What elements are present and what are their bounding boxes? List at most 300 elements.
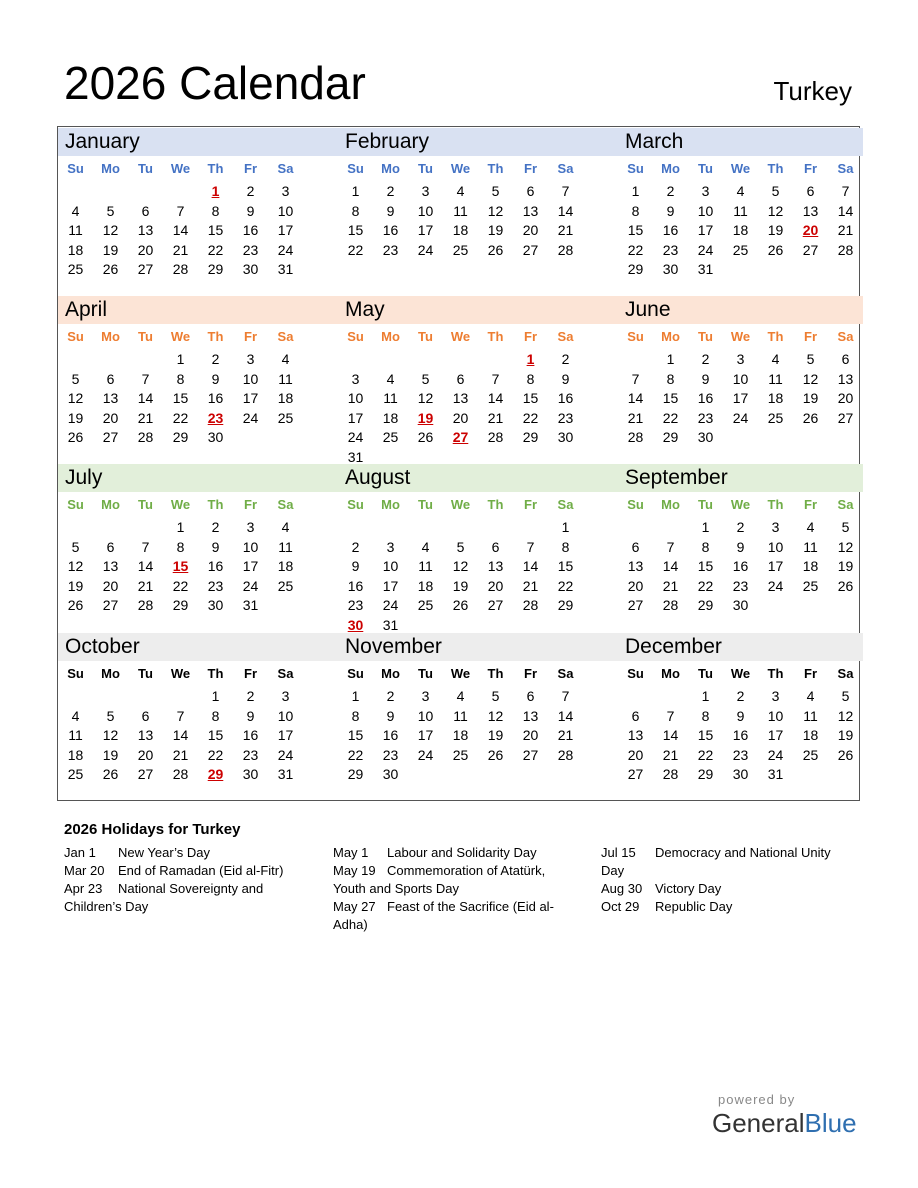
month-december xyxy=(618,633,863,785)
empty-day-cell xyxy=(58,350,93,370)
weekday-label: Th xyxy=(767,497,784,512)
day-cell: 3 xyxy=(736,351,745,367)
day-cell: 26 xyxy=(102,766,119,782)
empty-day-cell xyxy=(758,260,793,280)
weekday-label: Fr xyxy=(244,666,257,681)
day-cell: 8 xyxy=(351,707,360,724)
day-cell: 15 xyxy=(347,222,364,238)
day-cell: 30 xyxy=(207,597,224,613)
day-cell: 30 xyxy=(242,766,259,782)
day-cell: 23 xyxy=(732,577,749,594)
day-cell: 25 xyxy=(802,577,819,594)
day-cell: 26 xyxy=(102,261,119,277)
weekday-label: Mo xyxy=(101,497,120,512)
day-cell: 1 xyxy=(666,351,675,367)
day-cell: 14 xyxy=(557,202,574,219)
holiday-date: Jul 15 xyxy=(601,845,636,860)
month-name: May xyxy=(338,296,618,324)
weekday-label: Sa xyxy=(837,329,854,344)
day-cell: 1 xyxy=(631,183,640,199)
day-cell: 29 xyxy=(522,429,539,445)
week-row xyxy=(58,202,338,222)
day-cell: 6 xyxy=(806,183,815,199)
day-cell: 26 xyxy=(452,597,469,613)
day-cell: 13 xyxy=(102,558,119,574)
day-cell: 26 xyxy=(67,429,84,445)
day-cell: 8 xyxy=(211,202,220,219)
day-cell: 6 xyxy=(491,538,500,555)
day-cell: 24 xyxy=(242,409,259,426)
week-row xyxy=(338,518,618,538)
day-cell: 31 xyxy=(277,766,294,782)
day-cell: 5 xyxy=(841,688,850,704)
day-cell: 31 xyxy=(347,448,364,465)
day-cell: 3 xyxy=(246,519,255,535)
weekday-label: Th xyxy=(487,497,504,512)
day-cell: 25 xyxy=(382,429,399,445)
empty-day-cell xyxy=(828,765,863,785)
week-row xyxy=(618,428,863,448)
day-cell: 27 xyxy=(627,597,644,613)
day-cell: 26 xyxy=(767,241,784,258)
day-cell: 31 xyxy=(382,616,399,633)
day-cell: 22 xyxy=(172,577,189,594)
day-cell: 15 xyxy=(172,390,189,406)
holiday-date: Oct 29 xyxy=(601,899,640,914)
day-cell: 2 xyxy=(246,183,255,199)
holiday-column xyxy=(333,844,573,934)
weekday-label: Th xyxy=(767,161,784,176)
month-february xyxy=(338,128,618,260)
day-cell: 28 xyxy=(487,429,504,445)
weekday-label: Sa xyxy=(557,329,574,344)
month-name: January xyxy=(58,128,338,156)
day-cell: 7 xyxy=(666,538,675,555)
weekday-label: Tu xyxy=(418,329,433,344)
day-cell: 1 xyxy=(701,519,710,535)
day-cell: 16 xyxy=(732,558,749,574)
weekday-header xyxy=(58,324,338,350)
day-cell: 11 xyxy=(278,370,293,387)
day-cell: 3 xyxy=(246,351,255,367)
day-cell: 19 xyxy=(102,241,119,258)
empty-day-cell xyxy=(478,350,513,370)
weekday-label: Tu xyxy=(418,666,433,681)
day-cell: 8 xyxy=(176,538,185,555)
day-cell: 9 xyxy=(351,558,360,574)
week-row xyxy=(58,687,338,707)
week-row xyxy=(618,538,863,558)
day-cell: 24 xyxy=(767,577,784,594)
week-row xyxy=(338,726,618,746)
holiday-name: National Sovereignty and Children’s Day xyxy=(64,881,264,914)
day-cell: 26 xyxy=(837,577,854,594)
day-cell: 17 xyxy=(382,577,399,594)
weekday-label: Tu xyxy=(698,329,713,344)
weekday-label: Tu xyxy=(698,666,713,681)
day-cell: 13 xyxy=(522,707,539,724)
week-row xyxy=(338,765,618,785)
day-cell: 9 xyxy=(386,707,395,724)
day-cell: 14 xyxy=(662,558,679,574)
empty-day-cell xyxy=(408,765,443,785)
day-cell: 12 xyxy=(67,390,84,406)
day-cell: 20 xyxy=(627,746,644,763)
day-cell: 9 xyxy=(246,202,255,219)
holiday-item xyxy=(333,844,573,862)
weekday-label: Mo xyxy=(101,161,120,176)
day-cell: 30 xyxy=(697,429,714,445)
weekday-label: Fr xyxy=(244,329,257,344)
empty-day-cell xyxy=(478,765,513,785)
holiday-date: Jan 1 xyxy=(64,845,96,860)
day-cell: 12 xyxy=(837,538,854,555)
empty-day-cell xyxy=(58,182,93,202)
day-cell: 17 xyxy=(242,390,259,406)
day-cell: 2 xyxy=(386,183,395,199)
day-cell: 4 xyxy=(386,370,395,387)
day-cell: 7 xyxy=(841,183,850,199)
day-cell: 15 xyxy=(207,727,224,743)
day-cell: 25 xyxy=(67,261,84,277)
day-cell: 21 xyxy=(522,577,539,594)
day-cell: 11 xyxy=(803,538,818,555)
day-cell: 11 xyxy=(68,222,83,238)
day-cell: 24 xyxy=(277,746,294,763)
day-cell: 7 xyxy=(491,370,500,387)
day-cell: 8 xyxy=(526,370,535,387)
empty-day-cell xyxy=(93,518,128,538)
week-row xyxy=(58,409,338,429)
day-cell: 11 xyxy=(453,202,468,219)
day-cell: 23 xyxy=(242,746,259,763)
day-cell: 3 xyxy=(421,183,430,199)
month-name: October xyxy=(58,633,338,661)
day-cell: 16 xyxy=(207,390,224,406)
day-cell: 18 xyxy=(277,390,294,406)
empty-day-cell xyxy=(618,687,653,707)
empty-day-cell xyxy=(723,428,758,448)
empty-day-cell xyxy=(58,687,93,707)
day-cell: 20 xyxy=(522,727,539,743)
week-row xyxy=(338,687,618,707)
empty-day-cell xyxy=(93,687,128,707)
day-cell: 16 xyxy=(382,727,399,743)
week-row xyxy=(618,350,863,370)
day-cell: 22 xyxy=(522,409,539,426)
weekday-label: We xyxy=(450,161,471,176)
week-row xyxy=(618,746,863,766)
day-cell: 5 xyxy=(806,351,815,367)
day-cell: 21 xyxy=(487,409,504,426)
day-cell: 19 xyxy=(452,577,469,594)
day-cell: 10 xyxy=(697,202,714,219)
day-cell: 26 xyxy=(67,597,84,613)
day-cell: 31 xyxy=(697,261,714,277)
weekday-label: Su xyxy=(67,161,84,176)
day-cell: 16 xyxy=(207,558,224,574)
week-row xyxy=(338,596,618,616)
empty-day-cell xyxy=(548,765,583,785)
empty-day-cell xyxy=(828,596,863,616)
day-cell: 20 xyxy=(627,577,644,594)
day-cell: 15 xyxy=(557,558,574,574)
weekday-label: Th xyxy=(207,666,224,681)
day-cell: 10 xyxy=(277,202,294,219)
day-cell: 2 xyxy=(561,351,570,367)
empty-day-cell xyxy=(58,518,93,538)
day-cell: 8 xyxy=(631,202,640,219)
day-cell: 1 xyxy=(351,688,360,704)
empty-day-cell xyxy=(478,518,513,538)
day-cell: 10 xyxy=(732,370,749,387)
day-cell: 30 xyxy=(207,429,224,445)
day-cell: 3 xyxy=(771,688,780,704)
day-cell: 27 xyxy=(137,766,154,782)
day-cell: 5 xyxy=(106,202,115,219)
day-cell: 19 xyxy=(837,558,854,574)
day-cell: 29 xyxy=(347,766,364,782)
weekday-label: Fr xyxy=(524,497,537,512)
weekday-label: Sa xyxy=(557,161,574,176)
day-cell: 11 xyxy=(278,538,293,555)
day-cell: 18 xyxy=(452,727,469,743)
weekday-label: Su xyxy=(627,161,644,176)
day-cell: 2 xyxy=(666,183,675,199)
weekday-label: We xyxy=(450,666,471,681)
weekday-label: Tu xyxy=(698,497,713,512)
day-cell: 24 xyxy=(417,746,434,763)
day-cell: 6 xyxy=(456,370,465,387)
holiday-date: May 1 xyxy=(333,845,369,860)
weekday-label: Mo xyxy=(101,666,120,681)
day-cell: 25 xyxy=(277,577,294,594)
day-cell: 3 xyxy=(771,519,780,535)
day-cell: 17 xyxy=(277,727,294,743)
weekday-label: Fr xyxy=(804,329,817,344)
holiday-item xyxy=(601,898,846,916)
holiday-date: Aug 30 xyxy=(601,881,643,896)
weekday-label: Mo xyxy=(381,666,400,681)
day-cell: 12 xyxy=(417,390,434,406)
weekday-label: Tu xyxy=(138,329,153,344)
empty-day-cell xyxy=(408,350,443,370)
day-cell: 7 xyxy=(176,202,185,219)
day-cell: 1 xyxy=(176,351,185,367)
day-cell: 9 xyxy=(666,202,675,219)
day-cell: 14 xyxy=(137,390,154,406)
day-cell: 15 xyxy=(347,727,364,743)
day-cell: 25 xyxy=(417,597,434,613)
weekday-header xyxy=(618,156,863,182)
week-row xyxy=(58,370,338,390)
weekday-label: Sa xyxy=(837,161,854,176)
weekday-label: Fr xyxy=(804,666,817,681)
day-cell: 1 xyxy=(211,688,220,704)
week-row xyxy=(58,221,338,241)
holiday-day-cell: 27 xyxy=(452,429,469,445)
day-cell: 4 xyxy=(281,519,290,535)
day-cell: 14 xyxy=(172,727,189,743)
day-cell: 7 xyxy=(141,538,150,555)
empty-day-cell xyxy=(338,350,373,370)
month-name: April xyxy=(58,296,338,324)
day-cell: 1 xyxy=(561,519,570,535)
day-cell: 18 xyxy=(732,222,749,238)
day-cell: 23 xyxy=(347,597,364,613)
week-row xyxy=(618,202,863,222)
week-row xyxy=(618,370,863,390)
day-cell: 13 xyxy=(487,558,504,574)
day-cell: 4 xyxy=(736,183,745,199)
day-cell: 22 xyxy=(557,577,574,594)
calendar-grid xyxy=(57,126,860,801)
day-cell: 23 xyxy=(382,746,399,763)
day-cell: 15 xyxy=(662,390,679,406)
holiday-name: End of Ramadan (Eid al-Fitr) xyxy=(118,863,284,878)
weekday-label: Su xyxy=(67,497,84,512)
day-cell: 10 xyxy=(277,707,294,724)
day-cell: 18 xyxy=(802,558,819,574)
weekday-header xyxy=(338,661,618,687)
day-cell: 17 xyxy=(767,558,784,574)
holiday-name: Democracy and National Unity Day xyxy=(601,845,831,878)
country-label: Turkey xyxy=(773,76,852,106)
holiday-name: New Year’s Day xyxy=(118,845,211,860)
weekday-label: Tu xyxy=(138,497,153,512)
day-cell: 3 xyxy=(351,370,360,387)
day-cell: 26 xyxy=(802,409,819,426)
day-cell: 28 xyxy=(557,241,574,258)
month-june xyxy=(618,296,863,448)
day-cell: 10 xyxy=(417,707,434,724)
week-row xyxy=(618,577,863,597)
holiday-day-cell: 1 xyxy=(211,183,220,199)
weekday-label: Mo xyxy=(661,497,680,512)
day-cell: 26 xyxy=(417,429,434,445)
day-cell: 8 xyxy=(176,370,185,387)
day-cell: 30 xyxy=(662,261,679,277)
weekday-label: Sa xyxy=(277,161,294,176)
day-cell: 30 xyxy=(242,261,259,277)
week-row xyxy=(58,518,338,538)
empty-day-cell xyxy=(758,428,793,448)
empty-day-cell xyxy=(443,350,478,370)
weekday-label: We xyxy=(450,497,471,512)
day-cell: 30 xyxy=(732,766,749,782)
week-row xyxy=(618,221,863,241)
day-cell: 22 xyxy=(627,241,644,258)
day-cell: 17 xyxy=(697,222,714,238)
empty-day-cell xyxy=(793,428,828,448)
page-title: 2026 Calendar xyxy=(64,57,366,109)
month-october xyxy=(58,633,338,785)
day-cell: 28 xyxy=(172,261,189,277)
weekday-label: Fr xyxy=(524,161,537,176)
day-cell: 23 xyxy=(697,409,714,426)
empty-day-cell xyxy=(373,518,408,538)
day-cell: 8 xyxy=(701,538,710,555)
month-april xyxy=(58,296,338,448)
weekday-label: Th xyxy=(207,329,224,344)
day-cell: 19 xyxy=(487,727,504,743)
day-cell: 11 xyxy=(453,707,468,724)
month-march xyxy=(618,128,863,280)
weekday-header xyxy=(58,661,338,687)
day-cell: 29 xyxy=(627,261,644,277)
day-cell: 11 xyxy=(68,727,83,743)
day-cell: 15 xyxy=(522,390,539,406)
week-row xyxy=(58,765,338,785)
day-cell: 4 xyxy=(456,688,465,704)
day-cell: 2 xyxy=(736,688,745,704)
holiday-item xyxy=(601,880,846,898)
day-cell: 28 xyxy=(662,766,679,782)
week-row xyxy=(618,765,863,785)
day-cell: 12 xyxy=(452,558,469,574)
weekday-label: Sa xyxy=(837,497,854,512)
day-cell: 25 xyxy=(67,766,84,782)
week-row xyxy=(338,746,618,766)
day-cell: 20 xyxy=(137,241,154,258)
week-row xyxy=(338,241,618,261)
week-row xyxy=(338,370,618,390)
day-cell: 22 xyxy=(172,409,189,426)
day-cell: 21 xyxy=(662,746,679,763)
day-cell: 12 xyxy=(67,558,84,574)
day-cell: 30 xyxy=(557,429,574,445)
week-row xyxy=(618,687,863,707)
day-cell: 4 xyxy=(806,688,815,704)
day-cell: 19 xyxy=(837,727,854,743)
day-cell: 7 xyxy=(526,538,535,555)
month-name: July xyxy=(58,464,338,492)
weekday-header xyxy=(58,492,338,518)
day-cell: 29 xyxy=(557,597,574,613)
day-cell: 20 xyxy=(487,577,504,594)
day-cell: 21 xyxy=(557,222,574,238)
day-cell: 18 xyxy=(67,746,84,763)
day-cell: 22 xyxy=(207,241,224,258)
day-cell: 22 xyxy=(347,241,364,258)
month-name: September xyxy=(618,464,863,492)
day-cell: 12 xyxy=(102,727,119,743)
day-cell: 16 xyxy=(382,222,399,238)
day-cell: 25 xyxy=(452,241,469,258)
holiday-name: Labour and Solidarity Day xyxy=(387,845,537,860)
holiday-item xyxy=(64,880,299,916)
day-cell: 2 xyxy=(701,351,710,367)
day-cell: 11 xyxy=(803,707,818,724)
day-cell: 10 xyxy=(767,707,784,724)
week-row xyxy=(338,350,618,370)
day-cell: 17 xyxy=(242,558,259,574)
empty-day-cell xyxy=(373,350,408,370)
week-row xyxy=(58,389,338,409)
holiday-day-cell: 23 xyxy=(207,409,224,426)
weekday-label: We xyxy=(170,666,191,681)
day-cell: 20 xyxy=(102,577,119,594)
weekday-label: Mo xyxy=(661,329,680,344)
day-cell: 25 xyxy=(452,746,469,763)
day-cell: 5 xyxy=(491,183,500,199)
empty-day-cell xyxy=(618,518,653,538)
day-cell: 21 xyxy=(172,241,189,258)
day-cell: 24 xyxy=(277,241,294,258)
day-cell: 13 xyxy=(522,202,539,219)
brand-logo[interactable] xyxy=(712,1108,857,1139)
weekday-label: Su xyxy=(627,329,644,344)
